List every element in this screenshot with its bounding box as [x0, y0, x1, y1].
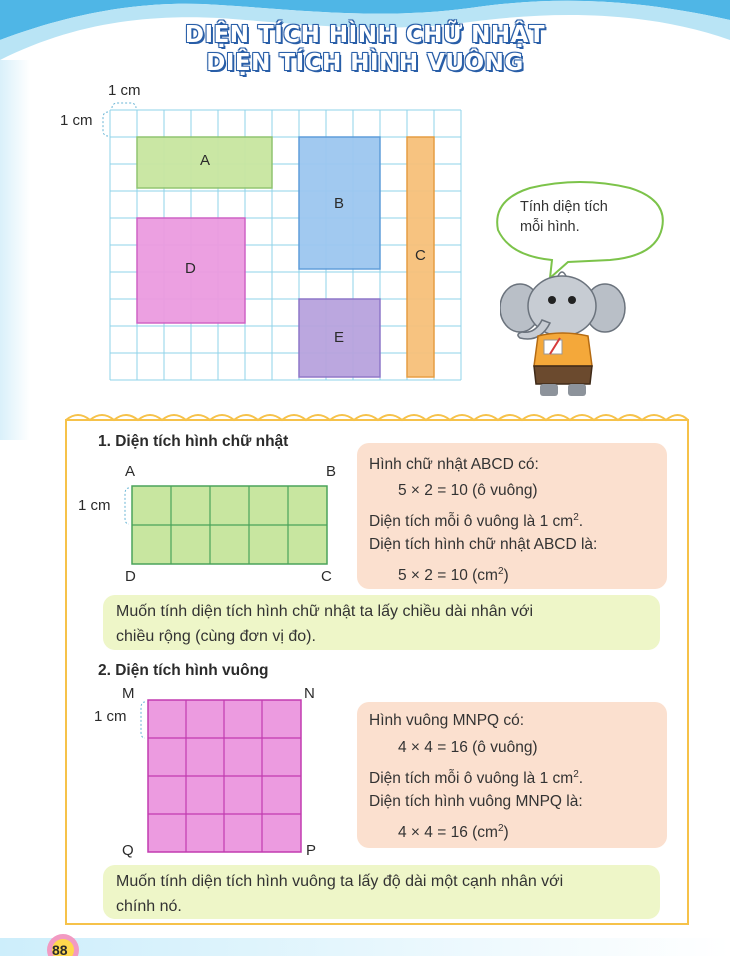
unit-bracket-top: [112, 103, 136, 108]
vertex-p: P: [306, 842, 317, 859]
elephant-mascot-icon: [500, 268, 630, 400]
vertex-d: D: [125, 568, 136, 585]
section1-heading: 1. Diện tích hình chữ nhật: [98, 433, 289, 450]
shape-b-label: B: [334, 195, 345, 212]
section1-box-line1: Hình chữ nhật ABCD có:: [369, 456, 539, 473]
footer-strip: [0, 938, 730, 956]
section2-box-line5-suffix: ): [503, 824, 509, 842]
vertex-c: C: [321, 568, 332, 585]
section1-box-line3-suffix: .: [578, 513, 584, 531]
speech-bubble-line2: mỗi hình.: [520, 219, 580, 235]
section2-box-line1: Hình vuông MNPQ có:: [369, 712, 525, 729]
square-unit-label: 1 cm: [94, 708, 127, 725]
page-title-line1: DIỆN TÍCH HÌNH CHỮ NHẬT: [184, 22, 546, 48]
section2-rule-line2: chính nó.: [116, 898, 182, 915]
section1-box-line3-text: Diện tích mỗi ô vuông là 1 cm: [369, 513, 574, 531]
page-title-line2: DIỆN TÍCH HÌNH VUÔNG: [206, 50, 524, 76]
section1-box-line5: [398, 559, 509, 589]
vertex-n: N: [304, 685, 315, 702]
section1-box-line3: [369, 505, 583, 535]
section1-rule-line2: chiều rộng (cùng đơn vị đo).: [116, 628, 316, 645]
left-side-strip: [0, 60, 30, 440]
section1-box-line2: 5 × 2 = 10 (ô vuông): [398, 482, 538, 499]
grid-unit-left-label: 1 cm: [60, 112, 93, 129]
section1-box-line5-suffix: ): [503, 567, 509, 585]
section1-box-line4: Diện tích hình chữ nhật ABCD là:: [369, 536, 598, 553]
section2-heading: 2. Diện tích hình vuông: [98, 662, 269, 679]
section2-rule-line1: Muốn tính diện tích hình vuông ta lấy độ dài một cạnh nhân với: [116, 873, 564, 890]
shape-c-label: C: [415, 247, 426, 264]
unit-bracket-left: [103, 112, 108, 136]
shape-e-label: E: [334, 329, 345, 346]
section2-box-line5: [398, 816, 509, 846]
square-mnpq: [140, 694, 310, 858]
vertex-b: B: [326, 463, 337, 480]
page-number: 88: [52, 942, 68, 958]
section2-box-line5-sup: 2: [497, 823, 504, 834]
section1-box-line5-sup: 2: [497, 566, 504, 577]
speech-bubble-line1: Tính diện tích: [520, 199, 608, 215]
section2-box-line3: [369, 762, 583, 792]
grid-unit-top-label: 1 cm: [108, 82, 141, 99]
section2-box-line3-sup: 2: [573, 769, 579, 780]
shape-a-label: A: [200, 152, 211, 169]
section2-box-line5-text: 4 × 4 = 16 (cm: [398, 824, 498, 842]
rect-unit-label: 1 cm: [78, 497, 111, 514]
vertex-q: Q: [122, 842, 134, 859]
section2-box-line4: Diện tích hình vuông MNPQ là:: [369, 793, 583, 810]
section2-box-line3-suffix: .: [578, 770, 584, 788]
shape-d-label: D: [185, 260, 196, 277]
section2-box-line3-text: Diện tích mỗi ô vuông là 1 cm: [369, 770, 574, 788]
speech-bubble: [490, 178, 670, 278]
vertex-a: A: [125, 463, 136, 480]
section1-box-line3-sup: 2: [573, 512, 579, 523]
section2-box-line2: 4 × 4 = 16 (ô vuông): [398, 739, 538, 756]
vertex-m: M: [122, 685, 135, 702]
section1-rule-line1: Muốn tính diện tích hình chữ nhật ta lấy chiều dài nhân với: [116, 603, 534, 620]
rectangle-abcd: [124, 480, 334, 570]
section1-box-line5-text: 5 × 2 = 10 (cm: [398, 567, 498, 585]
